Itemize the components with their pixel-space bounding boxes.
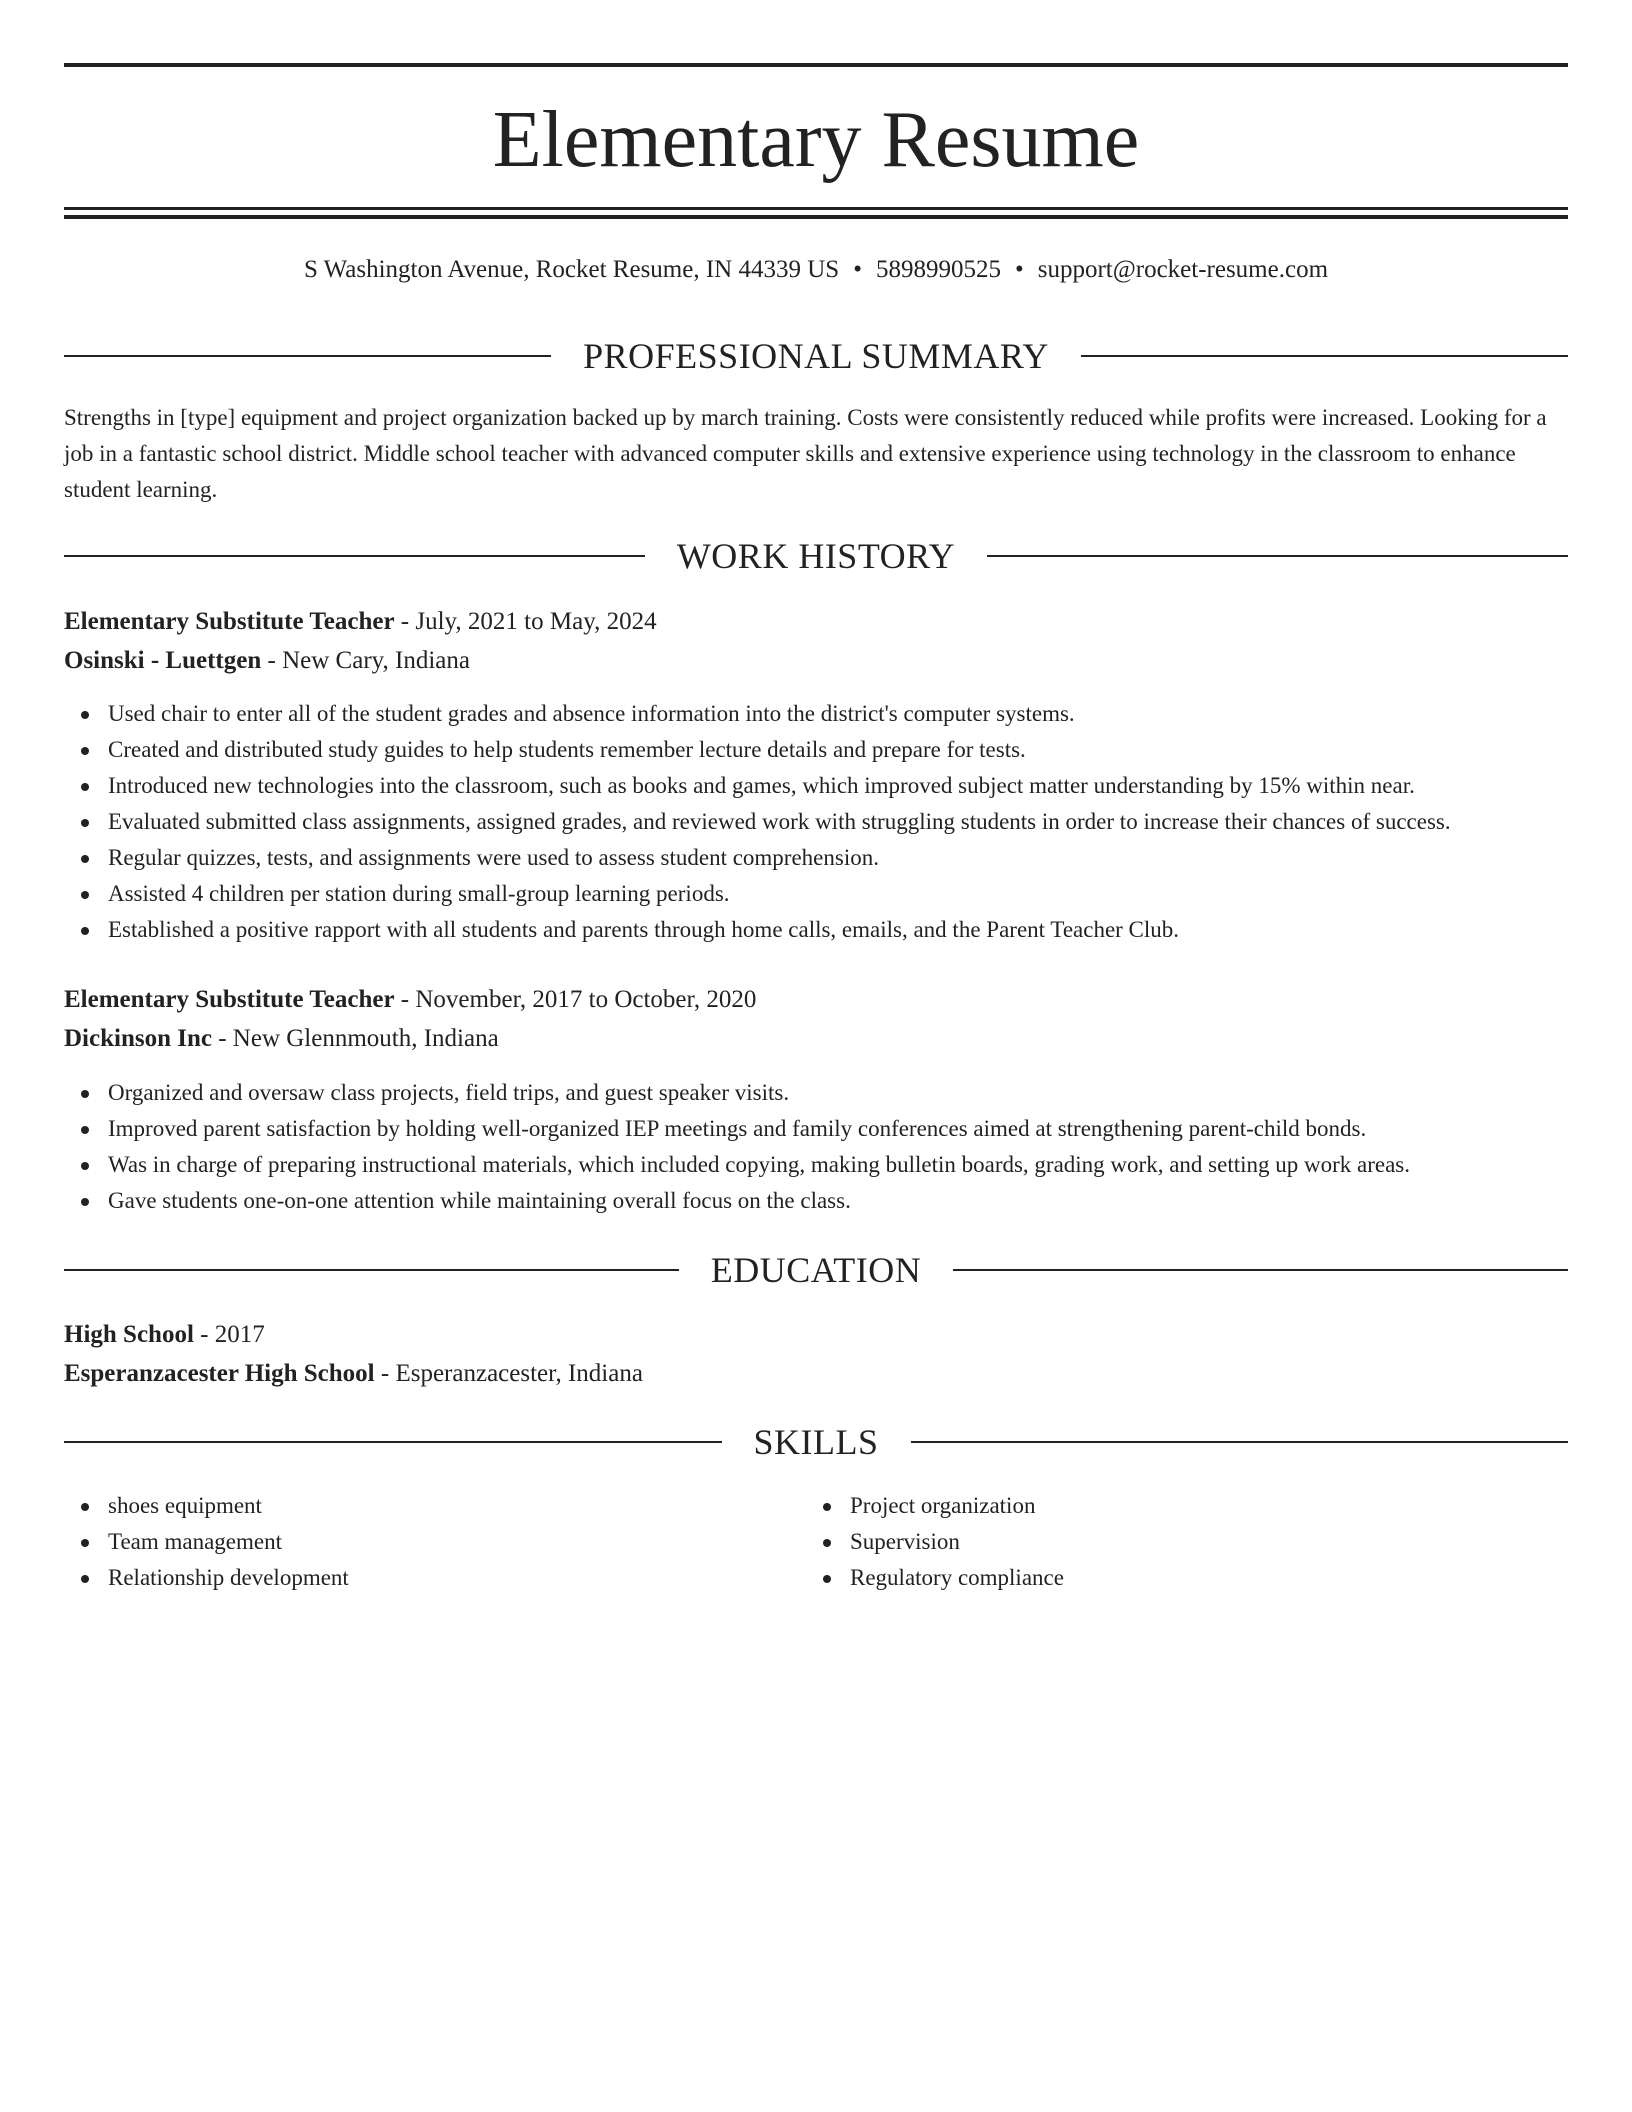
section-title: WORK HISTORY [676, 536, 956, 576]
skill-item: Supervision [806, 1524, 1506, 1560]
list-item: Gave students one-on-one attention while maintaining overall focus on the class. [64, 1183, 1568, 1219]
skills-list-left [64, 1488, 764, 1596]
job-title-line [64, 604, 1568, 640]
heading-rule-left [64, 355, 551, 357]
list-item: Introduced new technologies into the classroom, such as books and games, which improved subject matter understanding by 15% within near. [64, 768, 1568, 804]
list-item: Used chair to enter all of the student grades and absence information into the district's computer systems. [64, 696, 1568, 732]
heading-rule-right [1081, 355, 1568, 357]
skills-list-right [806, 1488, 1506, 1596]
section-title: PROFESSIONAL SUMMARY [583, 336, 1049, 376]
list-item: Improved parent satisfaction by holding well-organized IEP meetings and family conferences aimed at strengthening parent-child bonds. [64, 1111, 1568, 1147]
contact-separator: • [1014, 256, 1024, 283]
education-degree-line [64, 1317, 1568, 1353]
heading-rule-left [64, 1269, 679, 1271]
heading-rule-left [64, 1441, 722, 1443]
education-school-line [64, 1356, 1568, 1392]
job-company: Osinski - Luettgen [64, 647, 262, 674]
job-bullets [64, 1075, 1568, 1219]
job-bullets [64, 696, 1568, 948]
list-item: Created and distributed study guides to help students remember lecture details and prepare for tests. [64, 732, 1568, 768]
contact-phone: 5898990525 [875, 256, 1001, 283]
heading-rule-left [64, 555, 645, 557]
job-dates: - November, 2017 to October, 2020 [394, 986, 757, 1013]
summary-text: Strengths in [type] equipment and project organization backed up by march training. Costs were consistently reduced while profits were increased. Looking for a job in a fantastic school district. Middle school teacher with advanced computer skills and extensive experience using technology in the classroom to enhance student learning. [64, 405, 1547, 502]
list-item: Assisted 4 children per station during small-group learning periods. [64, 876, 1568, 912]
resume-title: Elementary Resume [492, 96, 1140, 184]
section-title: SKILLS [753, 1422, 879, 1462]
header-top-rule [64, 63, 1568, 67]
education-year: - 2017 [193, 1321, 265, 1348]
education-degree: High School [64, 1321, 194, 1348]
section-heading-skills [64, 1420, 1568, 1464]
job-company: Dickinson Inc [64, 1025, 212, 1052]
skill-item: shoes equipment [64, 1488, 764, 1524]
heading-rule-right [911, 1441, 1569, 1443]
section-heading-work [64, 534, 1568, 578]
job-title-line [64, 982, 1568, 1018]
heading-rule-right [987, 555, 1568, 557]
header-bottom-rule [64, 207, 1568, 210]
list-item: Established a positive rapport with all students and parents through home calls, emails, and the Parent Teacher Club. [64, 912, 1568, 948]
job-location: - New Cary, Indiana [261, 647, 470, 674]
list-item: Evaluated submitted class assignments, assigned grades, and reviewed work with struggling students in order to increase their chances of success. [64, 804, 1568, 840]
job-company-line [64, 1021, 1568, 1057]
skill-item: Relationship development [64, 1560, 764, 1596]
job-company-line [64, 643, 1568, 679]
section-title: EDUCATION [710, 1250, 922, 1290]
header-bottom-rule-double [64, 215, 1568, 219]
list-item: Organized and oversaw class projects, field trips, and guest speaker visits. [64, 1075, 1568, 1111]
contact-address: S Washington Avenue, Rocket Resume, IN 44339 US [303, 256, 840, 283]
section-heading-education [64, 1248, 1568, 1292]
skill-item: Regulatory compliance [806, 1560, 1506, 1596]
job-dates: - July, 2021 to May, 2024 [394, 608, 657, 635]
skill-item: Project organization [806, 1488, 1506, 1524]
heading-rule-right [953, 1269, 1568, 1271]
contact-line [64, 252, 1568, 288]
job-title: Elementary Substitute Teacher [64, 608, 395, 635]
list-item: Regular quizzes, tests, and assignments were used to assess student comprehension. [64, 840, 1568, 876]
contact-email: support@rocket-resume.com [1037, 256, 1329, 283]
contact-separator: • [853, 256, 862, 283]
education-school: Esperanzacester High School [64, 1360, 375, 1387]
job-location: - New Glennmouth, Indiana [211, 1025, 499, 1052]
job-title: Elementary Substitute Teacher [64, 986, 395, 1013]
list-item: Was in charge of preparing instructional materials, which included copying, making bulletin boards, grading work, and setting up work areas. [64, 1147, 1568, 1183]
education-location: - Esperanzacester, Indiana [374, 1360, 643, 1387]
skill-item: Team management [64, 1524, 764, 1560]
section-heading-summary [64, 334, 1568, 378]
